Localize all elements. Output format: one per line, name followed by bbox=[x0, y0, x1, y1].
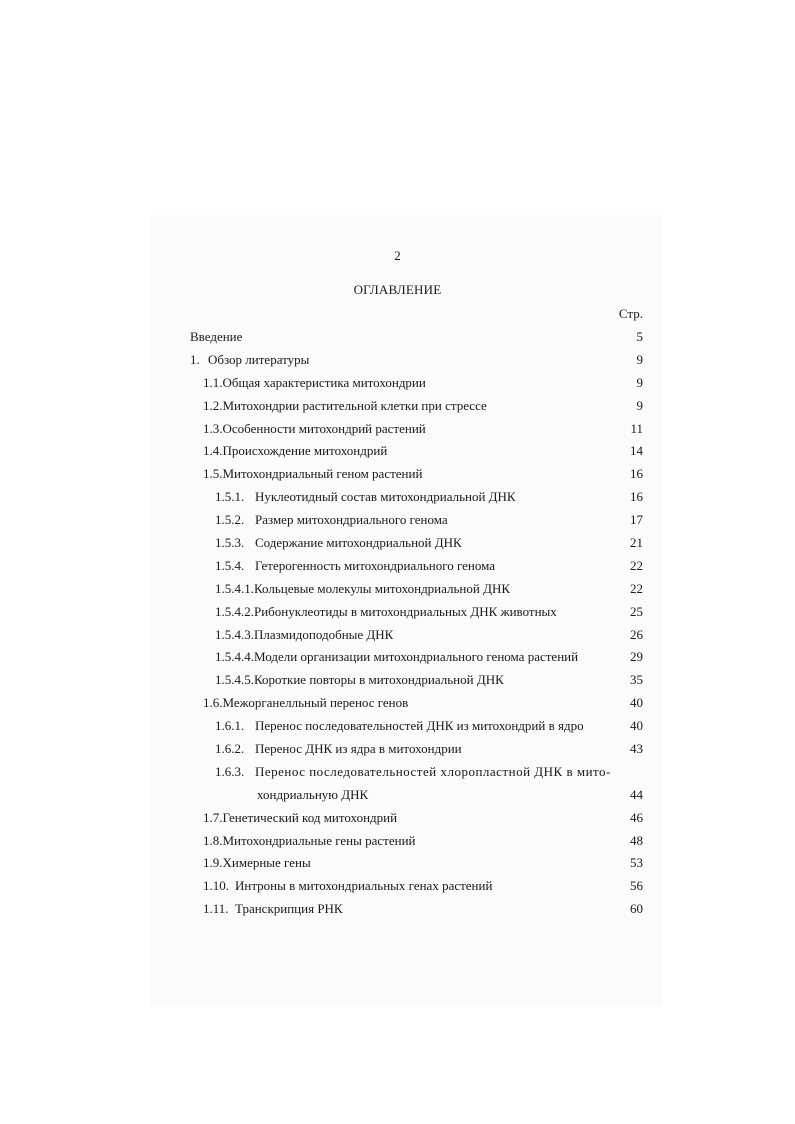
toc-title: Размер митохондриального генома bbox=[255, 512, 448, 528]
toc-title: Интроны в митохондриальных генах растений bbox=[235, 878, 493, 894]
toc-number: 1.5.2. bbox=[215, 512, 245, 528]
toc-page: 44 bbox=[630, 786, 643, 802]
toc-number: 1.6. bbox=[203, 695, 223, 711]
toc-title: Перенос ДНК из ядра в митохондрии bbox=[255, 741, 462, 757]
toc-number: 1.10. bbox=[203, 878, 229, 894]
toc-number: 1.5.4.3. bbox=[215, 626, 254, 642]
toc-page: 40 bbox=[630, 718, 643, 734]
toc-entry bbox=[190, 624, 643, 647]
toc-entry-continuation bbox=[190, 784, 643, 807]
toc-page: 22 bbox=[630, 580, 643, 596]
toc-title: Митохондриальные гены растений bbox=[222, 832, 416, 848]
toc-number: 1.5.4.5. bbox=[215, 672, 254, 688]
toc-entry bbox=[190, 715, 643, 738]
toc-title: Кольцевые молекулы митохондриальной ДНК bbox=[254, 580, 511, 596]
toc-entry bbox=[190, 692, 643, 715]
toc-title: Гетерогенность митохондриального генома bbox=[255, 557, 496, 573]
toc-page: 9 bbox=[636, 397, 643, 413]
toc-page: 35 bbox=[630, 672, 643, 688]
toc-number: 1.7. bbox=[203, 809, 223, 825]
toc-number: 1.5.4.2. bbox=[215, 603, 254, 619]
toc-title: Межорганелльный перенос генов bbox=[222, 695, 409, 711]
toc-number: 1. bbox=[190, 351, 200, 367]
toc-entry bbox=[190, 463, 643, 486]
toc-title: Митохондриальный геном растений bbox=[222, 466, 423, 482]
toc-entry bbox=[190, 807, 643, 830]
toc-number: 1.3. bbox=[203, 420, 223, 436]
toc-title: Генетический код митохондрий bbox=[222, 809, 398, 825]
toc-entry bbox=[190, 372, 643, 395]
toc-title: Рибонуклеотиды в митохондриальных ДНК животных bbox=[254, 603, 557, 619]
table-of-contents bbox=[190, 326, 643, 921]
toc-page: 29 bbox=[630, 649, 643, 665]
page-column-label: Стр. bbox=[618, 306, 643, 321]
toc-number: 1.9. bbox=[203, 855, 223, 871]
toc-page: 26 bbox=[630, 626, 643, 642]
toc-title: Перенос последовательностей хлоропластной ДНК в мито- bbox=[255, 763, 611, 779]
toc-number: 1.5.4. bbox=[215, 557, 245, 573]
toc-number: 1.2. bbox=[203, 397, 223, 413]
toc-entry bbox=[190, 601, 643, 624]
toc-title: Происхождение митохондрий bbox=[222, 443, 388, 459]
toc-title: Короткие повторы в митохондриальной ДНК bbox=[254, 672, 504, 688]
toc-page: 25 bbox=[630, 603, 643, 619]
toc-title: Особенности митохондрий растений bbox=[222, 420, 426, 436]
page-number: 2 bbox=[394, 248, 401, 263]
toc-page: 56 bbox=[630, 878, 643, 894]
toc-entry bbox=[190, 395, 643, 418]
toc-title: Перенос последовательностей ДНК из митохондрий в ядро bbox=[255, 718, 584, 734]
toc-entry bbox=[190, 898, 643, 921]
page-title: ОГЛАВЛЕНИЕ bbox=[353, 282, 442, 297]
toc-entry bbox=[190, 418, 643, 441]
toc-title: Обзор литературы bbox=[208, 351, 310, 367]
toc-page: 22 bbox=[630, 557, 643, 573]
toc-number: 1.5.3. bbox=[215, 535, 245, 551]
toc-number: 1.11. bbox=[203, 901, 229, 917]
toc-title: Плазмидоподобные ДНК bbox=[254, 626, 394, 642]
toc-title: Модели организации митохондриального генома растений bbox=[254, 649, 579, 665]
toc-page: 46 bbox=[630, 809, 643, 825]
toc-number: 1.6.1. bbox=[215, 718, 245, 734]
toc-entry bbox=[190, 761, 643, 784]
toc-page: 21 bbox=[630, 535, 643, 551]
toc-title: Нуклеотидный состав митохондриальной ДНК bbox=[255, 489, 516, 505]
toc-number: 1.8. bbox=[203, 832, 223, 848]
toc-page: 14 bbox=[630, 443, 643, 459]
toc-title: Содержание митохондриальной ДНК bbox=[255, 535, 462, 551]
toc-entry bbox=[190, 875, 643, 898]
toc-number: 1.6.2. bbox=[215, 741, 245, 757]
toc-number: 1.6.3. bbox=[215, 763, 245, 779]
toc-entry bbox=[190, 440, 643, 463]
toc-page: 53 bbox=[630, 855, 643, 871]
toc-number: 1.5. bbox=[203, 466, 223, 482]
toc-number: 1.1. bbox=[203, 374, 223, 390]
toc-entry bbox=[190, 646, 643, 669]
toc-number: 1.4. bbox=[203, 443, 223, 459]
toc-entry bbox=[190, 852, 643, 875]
toc-page: 60 bbox=[630, 901, 643, 917]
toc-entry bbox=[190, 509, 643, 532]
toc-entry bbox=[190, 738, 643, 761]
toc-entry bbox=[190, 669, 643, 692]
toc-title: Митохондрии растительной клетки при стрессе bbox=[222, 397, 487, 413]
toc-number: 1.5.1. bbox=[215, 489, 245, 505]
toc-page: 9 bbox=[636, 351, 643, 367]
toc-page: 11 bbox=[630, 420, 643, 436]
toc-title: Введение bbox=[190, 329, 243, 344]
toc-entry bbox=[190, 349, 643, 372]
toc-page: 48 bbox=[630, 832, 643, 848]
toc-entry bbox=[190, 532, 643, 555]
toc-number: 1.5.4.1. bbox=[215, 580, 254, 596]
toc-entry bbox=[190, 486, 643, 509]
toc-entry bbox=[190, 578, 643, 601]
toc-page: 16 bbox=[630, 489, 643, 505]
toc-title: хондриальную ДНК bbox=[257, 786, 369, 802]
toc-page: 43 bbox=[630, 741, 643, 757]
toc-title: Транскрипция РНК bbox=[235, 901, 343, 917]
toc-page: 40 bbox=[630, 695, 643, 711]
toc-page: 9 bbox=[636, 374, 643, 390]
toc-page: 5 bbox=[636, 329, 643, 344]
toc-page: 17 bbox=[630, 512, 643, 528]
toc-entry bbox=[190, 326, 643, 349]
toc-number: 1.5.4.4. bbox=[215, 649, 254, 665]
toc-page: 16 bbox=[630, 466, 643, 482]
toc-title: Общая характеристика митохондрии bbox=[222, 374, 426, 390]
toc-title: Химерные гены bbox=[222, 855, 311, 871]
toc-entry bbox=[190, 555, 643, 578]
toc-entry bbox=[190, 830, 643, 853]
